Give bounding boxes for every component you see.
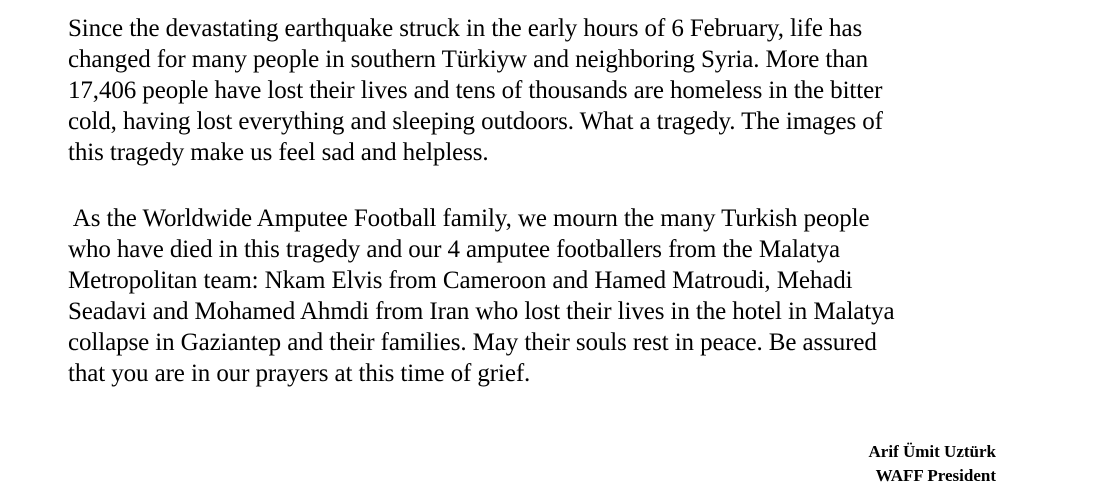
signature-block (869, 440, 996, 488)
paragraph-line: changed for many people in southern Türkiyw and neighboring Syria. More than (68, 46, 869, 73)
signature-name: Arif Ümit Uztürk (868, 442, 996, 461)
paragraph-earthquake-statement (68, 13, 1008, 168)
paragraph-line: Metropolitan team: Nkam Elvis from Cameroon and Hamed Matroudi, Mehadi (68, 267, 853, 294)
paragraph-line: As the Worldwide Amputee Football family, we mourn the many Turkish people (68, 205, 870, 232)
signature-title: WAFF President (875, 466, 996, 485)
paragraph-condolence-message (68, 203, 1008, 389)
paragraph-line: Since the devastating earthquake struck in the early hours of 6 February, life has (68, 15, 863, 42)
paragraph-line: Seadavi and Mohamed Ahmdi from Iran who lost their lives in the hotel in Malatya (68, 298, 895, 325)
paragraph-line: collapse in Gaziantep and their families. May their souls rest in peace. Be assured (68, 329, 877, 356)
paragraph-line: who have died in this tragedy and our 4 amputee footballers from the Malatya (68, 236, 841, 263)
paragraph-line: cold, having lost everything and sleeping outdoors. What a tragedy. The images of (68, 108, 883, 135)
paragraph-line: that you are in our prayers at this time of grief. (68, 360, 531, 387)
paragraph-line: 17,406 people have lost their lives and tens of thousands are homeless in the bitter (68, 77, 883, 104)
paragraph-line: this tragedy make us feel sad and helpless. (68, 139, 489, 166)
